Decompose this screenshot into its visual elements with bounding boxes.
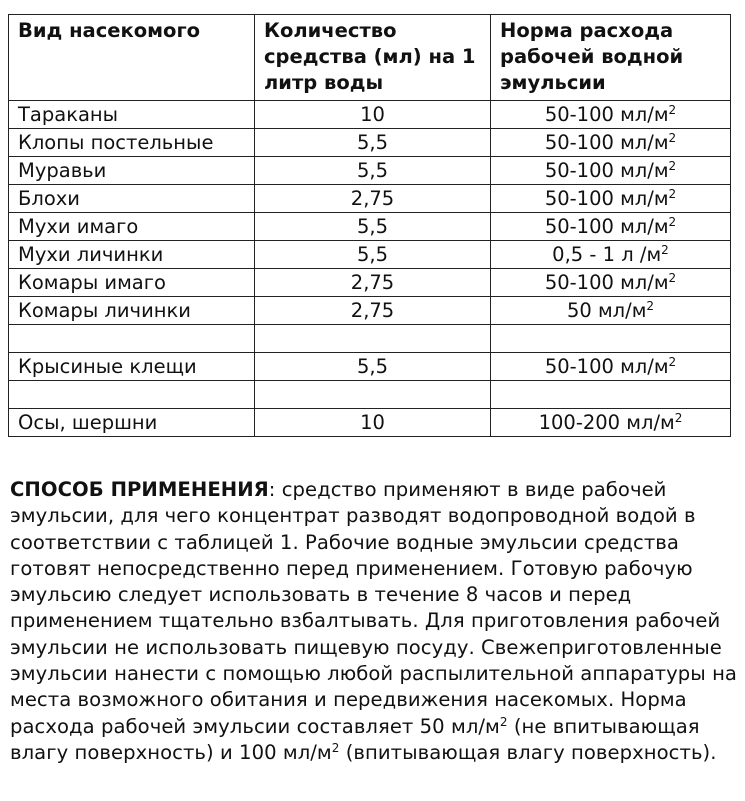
insect-cell: Блохи	[9, 185, 255, 213]
method-heading: СПОСОБ ПРИМЕНЕНИЯ	[10, 478, 269, 501]
spacer-cell	[255, 325, 491, 353]
spacer-cell	[255, 381, 491, 409]
method-text: (не впитывающая влагу поверхность) и 100 мл/м	[10, 714, 700, 764]
norm-cell: 50-100 $мл/м^2$	[491, 101, 731, 129]
table-row	[9, 157, 731, 185]
table-row	[9, 269, 731, 297]
spacer-cell	[9, 325, 255, 353]
norm-cell: 0,5 - 1 л $/м^2$	[491, 241, 731, 269]
amount-cell: 5,5	[255, 157, 491, 185]
spacer-cell	[9, 381, 255, 409]
norm-cell: 50 $мл/м^2$	[491, 297, 731, 325]
amount-cell: 2,75	[255, 269, 491, 297]
dosage-table	[8, 14, 731, 437]
table-row	[9, 185, 731, 213]
table-row	[9, 409, 731, 437]
table-spacer-row	[9, 325, 731, 353]
insect-cell: Крысиные клещи	[9, 353, 255, 381]
amount-cell: 5,5	[255, 241, 491, 269]
amount-cell: 5,5	[255, 353, 491, 381]
table-header-row	[9, 15, 731, 101]
method-text: (впитывающая влагу поверхность).	[339, 740, 717, 764]
norm-cell: 50-100 $мл/м^2$	[491, 213, 731, 241]
insect-cell: Комары личинки	[9, 297, 255, 325]
table-spacer-row	[9, 381, 731, 409]
insect-cell: Осы, шершни	[9, 409, 255, 437]
insect-cell: Муравьи	[9, 157, 255, 185]
spacer-cell	[491, 325, 731, 353]
table-row	[9, 129, 731, 157]
header-norm: Норма расхода рабочей водной эмульсии	[491, 15, 731, 101]
superscript: 2	[331, 740, 340, 755]
table-row	[9, 353, 731, 381]
table-row	[9, 213, 731, 241]
amount-cell: 2,75	[255, 297, 491, 325]
header-insect: Вид насекомого	[9, 15, 255, 101]
norm-cell: 100-200 $мл/м^2$	[491, 409, 731, 437]
norm-cell: 50-100 $мл/м^2$	[491, 269, 731, 297]
norm-cell: 50-100 $мл/м^2$	[491, 353, 731, 381]
amount-cell: 5,5	[255, 129, 491, 157]
insect-cell: Мухи имаго	[9, 213, 255, 241]
table-row	[9, 241, 731, 269]
table-row	[9, 101, 731, 129]
insect-cell: Мухи личинки	[9, 241, 255, 269]
amount-cell: 2,75	[255, 185, 491, 213]
amount-cell: 10	[255, 409, 491, 437]
norm-cell: 50-100 $мл/м^2$	[491, 129, 731, 157]
superscript: 2	[499, 714, 508, 729]
amount-cell: 5,5	[255, 213, 491, 241]
insect-cell: Комары имаго	[9, 269, 255, 297]
header-amount: Количество средства (мл) на 1 литр воды	[255, 15, 491, 101]
norm-cell: 50-100 $мл/м^2$	[491, 157, 731, 185]
method-text: : средство применяют в виде рабочей эмульсии, для чего концентрат разводят водопроводной водой в соответствии с таблицей 1. Рабочие водные эмульсии средства готовят непосредственно перед применением. Готовую рабочую эмульсию следует использовать в течение 8 часов и перед применением тщательно взбалтывать. Для приготовления рабочей эмульсии не использовать пищевую посуду. Свежеприготовленные эмульсии нанести с помощью любой распылительной аппаратуры на места возможного обитания и передвижения насекомых. Норма расхода рабочей эмульсии составляет 50 мл/м	[10, 478, 737, 738]
application-method-paragraph	[10, 477, 742, 766]
insect-cell: Клопы постельные	[9, 129, 255, 157]
table-row	[9, 297, 731, 325]
insect-cell: Тараканы	[9, 101, 255, 129]
norm-cell: 50-100 $мл/м^2$	[491, 185, 731, 213]
amount-cell: 10	[255, 101, 491, 129]
spacer-cell	[491, 381, 731, 409]
